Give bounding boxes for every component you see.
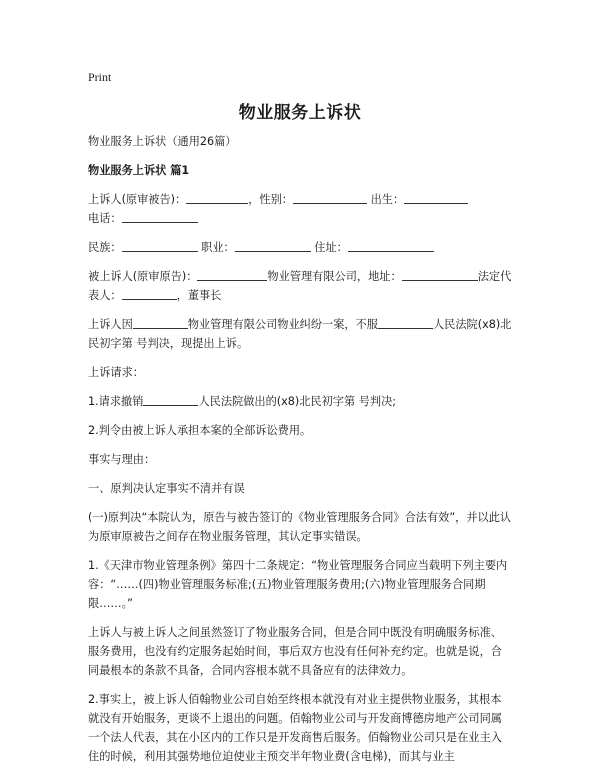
print-label: Print [88,70,112,84]
legal-rep-label: 法定代表人： [88,270,512,302]
appellant-details [88,238,512,257]
document-body [88,132,512,776]
appellee-address-blank [402,268,478,281]
facts-heading: 事实与理由： [88,453,156,466]
gender-label: ，性别： [248,193,293,206]
paragraph-3: 上诉人与被上诉人之间虽然签订了物业服务合同，但是合同中既没有明确服务标准、服务费用，也没有约定服务起始时间，事后双方也没有任何补充约定。也就是说，合同最根本的条款不具备，合同内容根本就不具备应有的法律效力。 [88,626,502,677]
name-blank [186,191,248,204]
ethnicity-label: 民族： [88,241,122,254]
paragraph-1: (一)原判决“本院认为，原告与被告签订的《物业管理服务合同》合法有效”，并以此认为原审原被告之间存在物业服务管理，其认定事实错误。 [88,511,512,543]
birth-label: 出生： [370,193,405,206]
intro-text-1: 上诉人因 [88,318,133,331]
appeal-intro [88,315,512,353]
document-title: 物业服务上诉状 [238,103,362,123]
occupation-label: 职业： [201,241,235,254]
document-subtitle: 物业服务上诉状（通用26篇） [88,135,237,148]
ethnicity-blank [122,239,198,252]
legal-rep-blank [122,287,177,300]
claim1-blank [143,393,198,406]
section-heading: 物业服务上诉状 篇1 [88,164,190,177]
intro-text-3: 人民法院(x8)北民初字第 号判决，现提出上诉。 [88,318,512,350]
intro-blank-1 [133,316,188,329]
appellee-name-blank [197,268,267,281]
intro-text-2: 物业管理有限公司物业纠纷一案，不服 [187,318,378,331]
appellant-info [88,190,512,228]
phone-label: 电话： [88,212,122,225]
occupation-blank [235,239,311,252]
appellee-company: 物业管理有限公司，地址： [267,270,402,283]
birth-blank [404,191,468,204]
intro-blank-2 [378,316,433,329]
gender-blank [293,191,367,204]
claim1-text-2: 人民法院做出的(x8)北民初字第 号判决; [198,395,397,408]
paragraph-2: 1.《天津市物业管理条例》第四十二条规定：“物业管理服务合同应当载明下列主要内容：“……(四)物业管理服务标准;(五)物业管理服务费用;(六)物业管理服务合同期限……。” [88,559,508,610]
claim-2: 2.判令由被上诉人承担本案的全部诉讼费用。 [88,424,312,437]
paragraph-4: 2.事实上，被上诉人佰翰物业公司自始至终根本就没有对业主提供物业服务，其根本就没有开始服务，更谈不上退出的问题。佰翰物业公司与开发商博德房地产公司同属一个法人代表，其在小区内的工作只是开发商售后服务。佰翰物业公司只是在业主入住的时候，利用其强势地位迫使业主预交半年物业费(含电梯)，而其与业主 [88,693,502,763]
address-label: 住址： [314,241,348,254]
appellee-label: 被上诉人(原审原告)： [88,270,198,283]
chairman-label: ，董事长 [176,289,222,302]
appellee-info [88,267,512,305]
section-1-heading: 一、原判决认定事实不清并有误 [88,482,245,495]
claims-heading: 上诉请求： [88,366,144,379]
address-blank [348,239,434,252]
phone-blank [122,210,198,223]
claim-1 [88,392,512,411]
appellant-label: 上诉人(原审被告)： [88,193,187,206]
claim1-text-1: 1.请求撤销 [88,395,144,408]
